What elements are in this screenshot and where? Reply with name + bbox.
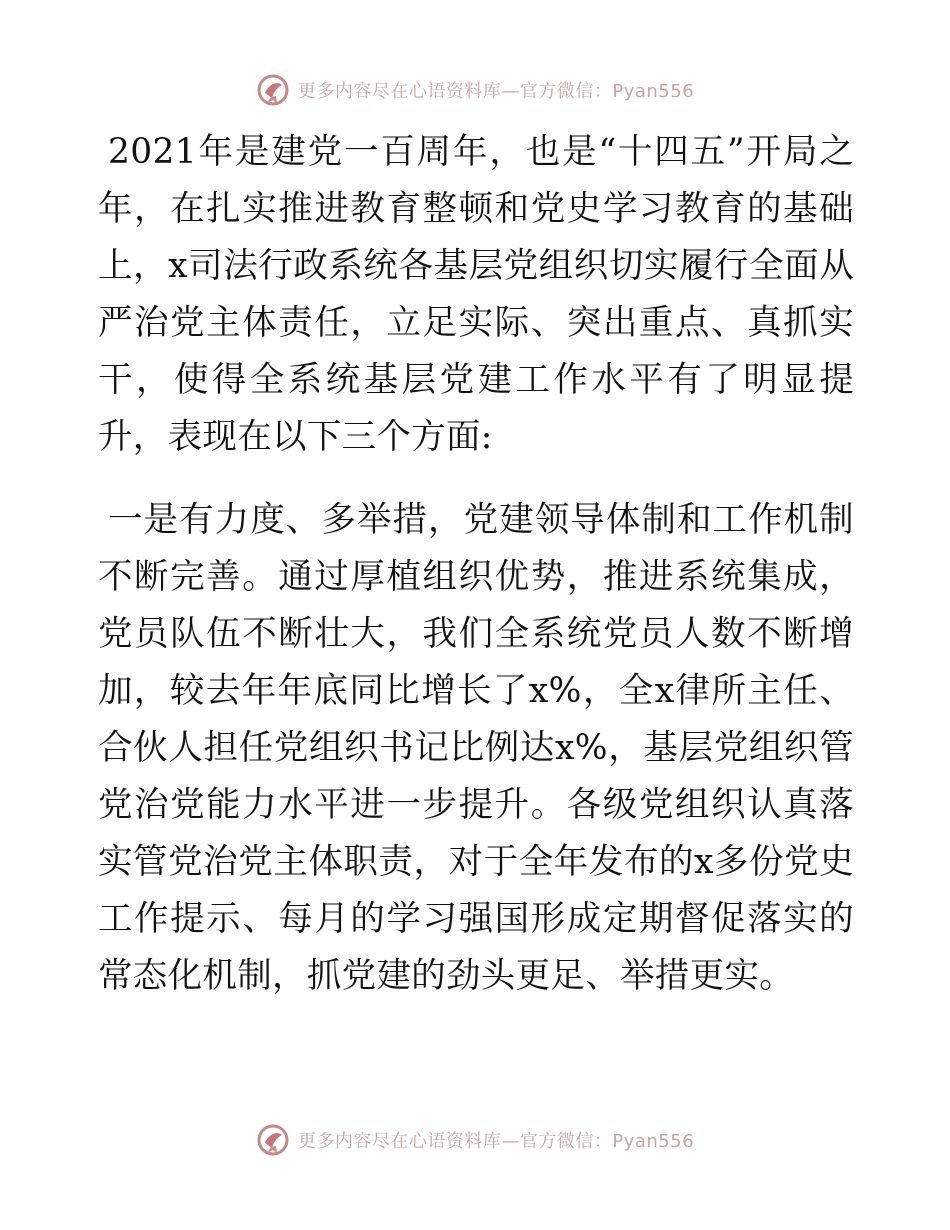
header-watermark	[0, 68, 950, 112]
footer-watermark	[0, 1118, 950, 1162]
watermark-text: 更多内容尽在心语资料库—官方微信：Pyan556	[297, 1131, 695, 1152]
ribbon-logo-icon	[256, 1123, 290, 1157]
paragraph: 一是有力度、多举措，党建领导体制和工作机制不断完善。通过厚植组织优势，推进系统集成，党员队伍不断壮大，我们全系统党员人数不断增加，较去年年底同比增长了x%，全x律所主任、合伙人担任党组织书记比例达x%，基层党组织管党治党能力水平进一步提升。各级党组织认真落实管党治党主体职责，对于全年发布的x多份党史工作提示、每月的学习强国形成定期督促落实的常态化机制，抓党建的劲头更足、举措更实。	[98, 500, 854, 996]
watermark-text: 更多内容尽在心语资料库—官方微信：Pyan556	[297, 81, 695, 102]
document-body	[98, 124, 854, 1005]
ribbon-logo-icon	[256, 73, 290, 107]
paragraph: 2021年是建党一百周年，也是“十四五”开局之年，在扎实推进教育整顿和党史学习教育的基础上，x司法行政系统各基层党组织切实履行全面从严治党主体责任，立足实际、突出重点、真抓实干，使得全系统基层党建工作水平有了明显提升，表现在以下三个方面:	[98, 132, 854, 457]
